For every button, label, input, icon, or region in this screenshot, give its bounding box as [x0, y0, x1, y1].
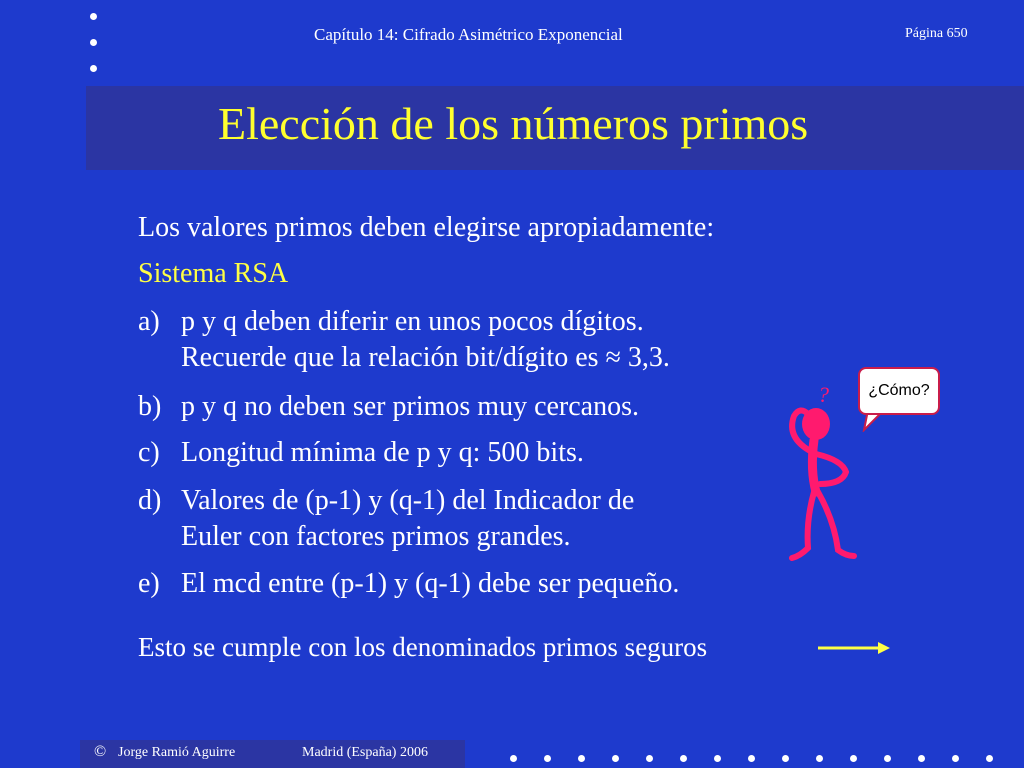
list-item-a: [138, 306, 670, 373]
decor-dot: [680, 755, 687, 762]
list-item-text: p y q no deben ser primos muy cercanos.: [181, 391, 639, 422]
decor-dot: [578, 755, 585, 762]
list-item-c: [138, 437, 584, 469]
decor-dot: [986, 755, 993, 762]
list-item-text: El mcd entre (p-1) y (q-1) debe ser pequeño.: [181, 568, 680, 599]
list-item-continuation: Recuerde que la relación bit/dígito es ≈ 3,3.: [181, 342, 670, 373]
stick-figure-thinking-icon: [772, 380, 862, 570]
page-number: Página 650: [905, 26, 968, 41]
decor-dot: [918, 755, 925, 762]
decor-dot: [544, 755, 551, 762]
decor-dot: [952, 755, 959, 762]
decor-dot: [714, 755, 721, 762]
list-item-continuation: Euler con factores primos grandes.: [181, 521, 571, 552]
speech-bubble: ¿Cómo?: [858, 367, 940, 415]
list-letter: b): [138, 391, 162, 422]
footer-author: Jorge Ramió Aguirre: [118, 745, 236, 760]
chapter-header: Capítulo 14: Cifrado Asimétrico Exponencial: [314, 25, 623, 44]
decor-dot: [850, 755, 857, 762]
list-item-e: [138, 568, 679, 600]
decor-dot: [748, 755, 755, 762]
list-letter: e): [138, 568, 160, 599]
decor-dot: [782, 755, 789, 762]
list-letter: d): [138, 485, 162, 516]
footer-location: Madrid (España) 2006: [302, 745, 428, 760]
conclusion-text: Esto se cumple con los denominados primos seguros: [138, 632, 708, 662]
question-mark-glyph: ?: [818, 382, 829, 407]
decor-dot: [884, 755, 891, 762]
list-item-text: p y q deben diferir en unos pocos dígitos.: [181, 306, 644, 337]
decor-dot: [90, 13, 97, 20]
list-letter: c): [138, 437, 160, 468]
slide-title: Elección de los números primos: [218, 98, 809, 149]
list-item-d: [138, 485, 635, 552]
copyright-symbol: ©: [94, 743, 107, 760]
decor-dot: [646, 755, 653, 762]
decor-dot: [612, 755, 619, 762]
list-item-text: Valores de (p-1) y (q-1) del Indicador de: [181, 485, 635, 516]
decor-dot: [90, 65, 97, 72]
list-item-text: Longitud mínima de p y q: 500 bits.: [181, 437, 584, 468]
decor-dot: [90, 39, 97, 46]
system-label: Sistema RSA: [138, 258, 289, 289]
intro-text: Los valores primos deben elegirse apropiadamente:: [138, 212, 715, 243]
decor-dot: [510, 755, 517, 762]
list-letter: a): [138, 306, 160, 337]
list-item-b: [138, 391, 639, 423]
arrow-right-icon: [818, 640, 892, 656]
decor-dot: [816, 755, 823, 762]
